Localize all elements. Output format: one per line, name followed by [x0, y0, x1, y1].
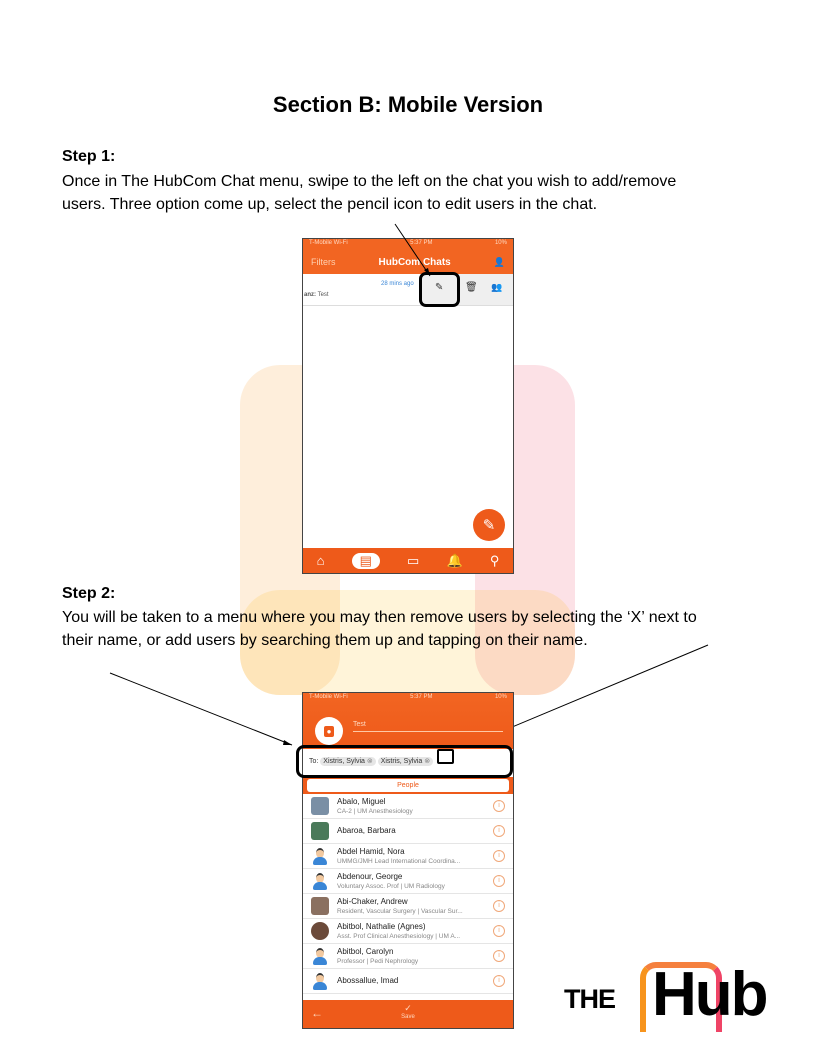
- tab-people[interactable]: People: [307, 779, 509, 792]
- list-item[interactable]: Abitbol, Nathalie (Agnes) Asst. Prof Clinical Anesthesiology | UM A... i: [303, 919, 513, 944]
- bottom-bar: [303, 1000, 514, 1028]
- pencil-icon[interactable]: ✎: [435, 282, 444, 293]
- chat-row[interactable]: 28 mins ago anz: Test ✎ 🗑 👥: [303, 274, 513, 306]
- list-item[interactable]: Abaroa, Barbara i: [303, 819, 513, 844]
- chat-name-input[interactable]: Test: [353, 721, 503, 732]
- list-item[interactable]: Abossallue, Imad i: [303, 969, 513, 994]
- list-item[interactable]: Abitbol, Carolyn Professor | Pedi Nephrology i: [303, 944, 513, 969]
- people-icon[interactable]: 👥: [491, 282, 503, 292]
- list-item[interactable]: Abi-Chaker, Andrew Resident, Vascular Surgery | Vascular Sur... i: [303, 894, 513, 919]
- profile-icon[interactable]: 👤: [493, 256, 505, 267]
- remove-icon[interactable]: ⊗: [424, 758, 431, 765]
- step2-text: You will be taken to a menu where you may then remove users by selecting the ‘X’ next to their name, or add users by searching them up and tapping on their name.: [62, 609, 697, 649]
- search-icon[interactable]: ⚲: [489, 552, 500, 568]
- cast-icon[interactable]: ▭: [407, 552, 420, 568]
- highlight-to-field: [296, 745, 513, 778]
- filters-button[interactable]: Filters: [311, 257, 336, 267]
- step1-heading: Step 1:: [62, 148, 116, 165]
- camera-button[interactable]: [315, 717, 343, 745]
- remove-icon[interactable]: ⊗: [366, 758, 373, 765]
- chat-icon[interactable]: ▤: [352, 553, 380, 569]
- list-item[interactable]: Abalo, Miguel CA-2 | UM Anesthesiology i: [303, 794, 513, 819]
- info-icon[interactable]: i: [493, 975, 505, 987]
- phone-screenshot-chats: T-Mobile Wi-Fi 5:37 PM 10% Filters HubCom Chats 👤 28 mins ago anz: Test ✎ 🗑 👥 ✎ ⌂ ▤ ▭ 🔔 ⚲: [302, 238, 514, 574]
- home-icon[interactable]: ⌂: [316, 553, 325, 568]
- info-icon[interactable]: i: [493, 925, 505, 937]
- info-icon[interactable]: i: [493, 950, 505, 962]
- list-item[interactable]: Abdenour, George Voluntary Assoc. Prof | UM Radiology i: [303, 869, 513, 894]
- compose-button[interactable]: ✎: [473, 509, 505, 541]
- info-icon[interactable]: i: [493, 825, 505, 837]
- back-arrow-icon[interactable]: ←: [311, 1006, 323, 1020]
- info-icon[interactable]: i: [493, 850, 505, 862]
- header-title: HubCom Chats: [378, 256, 451, 268]
- bell-icon[interactable]: 🔔: [446, 552, 463, 568]
- save-button[interactable]: ✓ Save: [393, 1003, 423, 1020]
- to-field[interactable]: To: Xistris, Sylvia ⊗ Xistris, Sylvia ⊗: [303, 749, 513, 777]
- info-icon[interactable]: i: [493, 800, 505, 812]
- check-circle-icon: ✓: [404, 1003, 412, 1013]
- phone-screenshot-edit-users: T-Mobile Wi-Fi 5:37 PM 10% ● Test To: Xistris, Sylvia ⊗ Xistris, Sylvia ⊗ People Abalo, Miguel CA-2 | UM Anesthesiology i Abaroa, Barbara i Abdel Hamid, Nora UMMG/JMH Lead International Coordina... i Abdenour, George Voluntary Assoc. Prof | UM Radiology i Abi-Chaker, Andrew Resident, Vascular Surgery | Vascular Sur... i Abitbol, Nathalie (Agnes) Asst. Prof Clinical Anesthesiology | UM A... i Abitbol, Carolyn Professor | Pedi Nephrology i Abossallue, Imad i ← ✓ Save: [302, 692, 514, 1029]
- list-item[interactable]: Abdel Hamid, Nora UMMG/JMH Lead International Coordina... i: [303, 844, 513, 869]
- trash-icon[interactable]: 🗑: [465, 282, 478, 293]
- step2-heading: Step 2:: [62, 585, 116, 602]
- info-icon[interactable]: i: [493, 900, 505, 912]
- page-title: Section B: Mobile Version: [272, 92, 544, 117]
- the-hub-logo: THE Hub: [560, 958, 792, 1030]
- people-list: [303, 794, 513, 994]
- step1-text: Once in The HubCom Chat menu, swipe to the left on the chat you wish to add/remove users. Three option come up, select the pencil icon to edit users in the chat.: [62, 173, 677, 213]
- info-icon[interactable]: i: [493, 875, 505, 887]
- highlight-remove-x: [437, 749, 454, 764]
- recipient-chip: Xistris, Sylvia ⊗: [378, 757, 433, 766]
- camera-icon: ●: [324, 726, 335, 737]
- recipient-chip: Xistris, Sylvia ⊗: [320, 757, 375, 766]
